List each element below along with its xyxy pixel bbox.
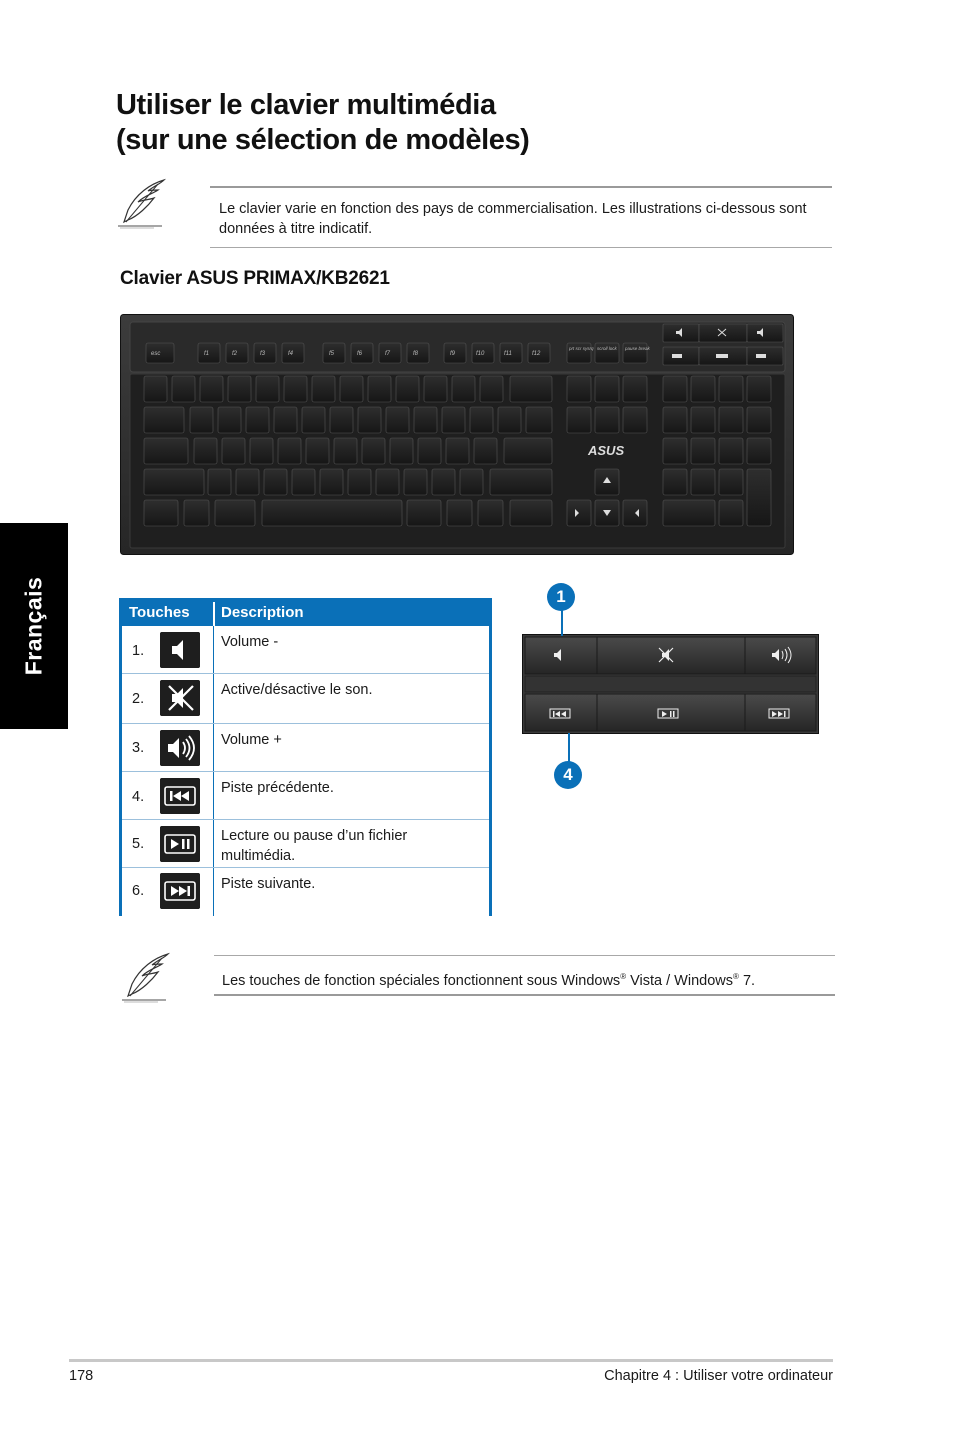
svg-text:f7: f7 (385, 351, 391, 357)
svg-text:f8: f8 (413, 351, 419, 357)
keyboard-illustration (120, 314, 794, 555)
header-keys: Touches (129, 604, 190, 621)
svg-text:f1: f1 (204, 351, 210, 357)
play-pause-icon (160, 826, 200, 862)
table-row: 2. Active/désactive le son. (122, 674, 489, 724)
note-box-2 (214, 955, 835, 996)
language-side-tab (0, 523, 68, 729)
svg-text:f5: f5 (329, 351, 335, 357)
multimedia-keys-closeup (522, 634, 819, 734)
table-row: 1. Volume - (122, 626, 489, 674)
svg-text:f2: f2 (232, 351, 238, 357)
table-row: 3. Volume + (122, 724, 489, 772)
note-text-2: Les touches de fonction spéciales fonctionnent sous Windows® Vista / Windows® 7. (222, 972, 756, 989)
table-row: 5. Lecture ou pause d’un fichier multimédia. (122, 820, 489, 868)
keys-table (119, 598, 492, 916)
mute-icon (160, 680, 200, 716)
title-line-1: Utiliser le clavier multimédia (116, 89, 496, 121)
section-subtitle: Clavier ASUS PRIMAX/KB2621 (120, 268, 390, 289)
svg-text:f11: f11 (504, 351, 512, 357)
table-header (122, 598, 489, 626)
note-text-1: Le clavier varie en fonction des pays de commercialisation. Les illustrations ci-dessous sont données à titre indicatif. (219, 201, 807, 237)
previous-track-icon (160, 778, 200, 814)
feather-note-icon (118, 952, 172, 1004)
language-label: Français (20, 576, 47, 676)
svg-text:f9: f9 (450, 351, 456, 357)
next-track-icon (160, 873, 200, 909)
table-row: 6. Piste suivante. (122, 868, 489, 915)
note-box-1 (210, 186, 832, 248)
feather-note-icon (114, 178, 168, 230)
header-description: Description (221, 604, 304, 621)
svg-text:f4: f4 (288, 351, 294, 357)
title-line-2: (sur une sélection de modèles) (116, 124, 530, 156)
chapter-title: Chapitre 4 : Utiliser votre ordinateur (604, 1368, 833, 1384)
svg-text:prt scr sysrq: prt scr sysrq (569, 346, 594, 351)
page-number: 178 (69, 1368, 94, 1384)
callout-1: 1 (547, 583, 575, 611)
footer-rule (69, 1359, 833, 1362)
svg-text:scroll lock: scroll lock (597, 346, 617, 351)
callout-4: 4 (554, 761, 582, 789)
volume-down-icon (160, 632, 200, 668)
volume-up-icon (160, 730, 200, 766)
svg-text:f12: f12 (532, 351, 541, 357)
page-title (116, 88, 816, 158)
svg-text:f6: f6 (357, 351, 363, 357)
keyboard-brand: ASUS (588, 443, 625, 458)
svg-text:esc: esc (151, 351, 161, 357)
svg-text:pause break: pause break (625, 346, 650, 351)
svg-text:f10: f10 (476, 351, 485, 357)
table-row: 4. Piste précédente. (122, 772, 489, 820)
svg-text:f3: f3 (260, 351, 266, 357)
